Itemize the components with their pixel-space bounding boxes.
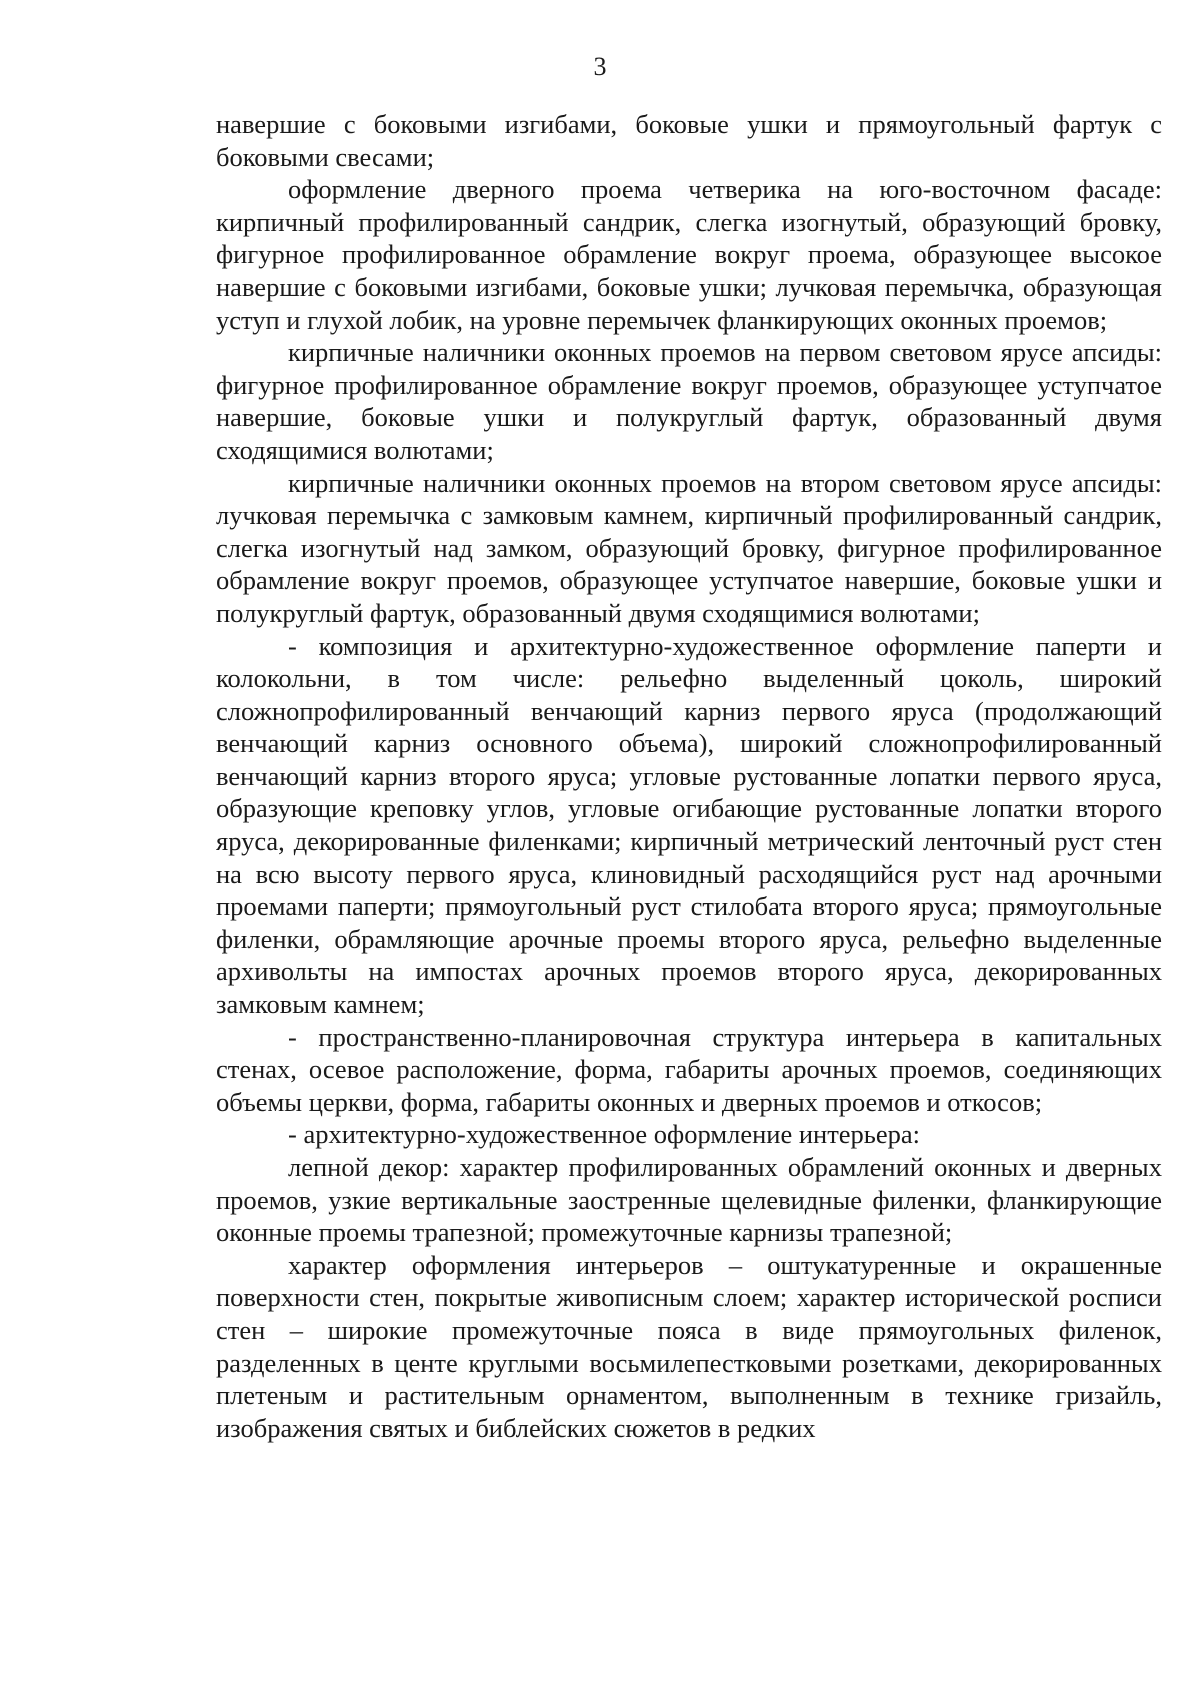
paragraph-1: навершие с боковыми изгибами, боковые ушки и прямоугольный фартук с боковыми свесами;	[216, 109, 1162, 172]
page-number: 3	[593, 52, 607, 81]
body-text	[216, 108, 1162, 1444]
paragraph-9: характер оформления интерьеров – оштукатуренные и окрашенные поверхности стен, покрытые живописным слоем; характер исторической росписи стен – широкие промежуточные пояса в виде прямоугольных филенок, разделенных в центе круглыми восьмилепестковыми розетками, декорированных плетеным и растительным орнаментом, выполненным в технике гризайль, изображения святых и библейских сюжетов в редких	[216, 1249, 1162, 1443]
paragraph-3: кирпичные наличники оконных проемов на первом световом ярусе апсиды: фигурное профилированное обрамление вокруг проемов, образующее уступчатое навершие, боковые ушки и полукруглый фартук, образованный двумя сходящимися волютами;	[216, 337, 1162, 465]
paragraph-4: кирпичные наличники оконных проемов на втором световом ярусе апсиды: лучковая перемычка с замковым камнем, кирпичный профилированный сандрик, слегка изогнутый над замком, образующий бровку, фигурное профилированное обрамление вокруг проемов, образующее уступчатое навершие, боковые ушки и полукруглый фартук, образованный двумя сходящимися волютами;	[216, 467, 1162, 628]
paragraph-8: лепной декор: характер профилированных обрамлений оконных и дверных проемов, узкие вертикальные заостренные щелевидные филенки, фланкирующие оконные проемы трапезной; промежуточные карнизы трапезной;	[216, 1152, 1162, 1248]
paragraph-5: - композиция и архитектурно-художественное оформление паперти и колокольни, в том числе: рельефно выделенный цоколь, широкий сложнопрофилированный венчающий карниз первого яруса (продолжающий венчающий карниз основного объема), широкий сложнопрофилированный венчающий карниз второго яруса; угловые рустованные лопатки первого яруса, образующие креповку углов, угловые огибающие рустованные лопатки второго яруса, декорированные филенками; кирпичный метрический ленточный руст стен на всю высоту первого яруса, клиновидный расходящийся руст над арочными проемами паперти; прямоугольный руст стилобата второго яруса; прямоугольные филенки, обрамляющие арочные проемы второго яруса, рельефно выделенные архивольты на импостах арочных проемов второго яруса, декорированных замковым камнем;	[216, 630, 1162, 1020]
paragraph-6: - пространственно-планировочная структура интерьера в капитальных стенах, осевое расположение, форма, габариты арочных проемов, соединяющих объемы церкви, форма, габариты оконных и дверных проемов и откосов;	[216, 1021, 1162, 1117]
paragraph-2: оформление дверного проема четверика на юго-восточном фасаде: кирпичный профилированный сандрик, слегка изогнутый, образующий бровку, фигурное профилированное обрамление вокруг проема, образующее высокое навершие с боковыми изгибами, боковые ушки; лучковая перемычка, образующая уступ и глухой лобик, на уровне перемычек фланкирующих оконных проемов;	[216, 174, 1162, 335]
paragraph-7: - архитектурно-художественное оформление интерьера:	[288, 1119, 921, 1150]
